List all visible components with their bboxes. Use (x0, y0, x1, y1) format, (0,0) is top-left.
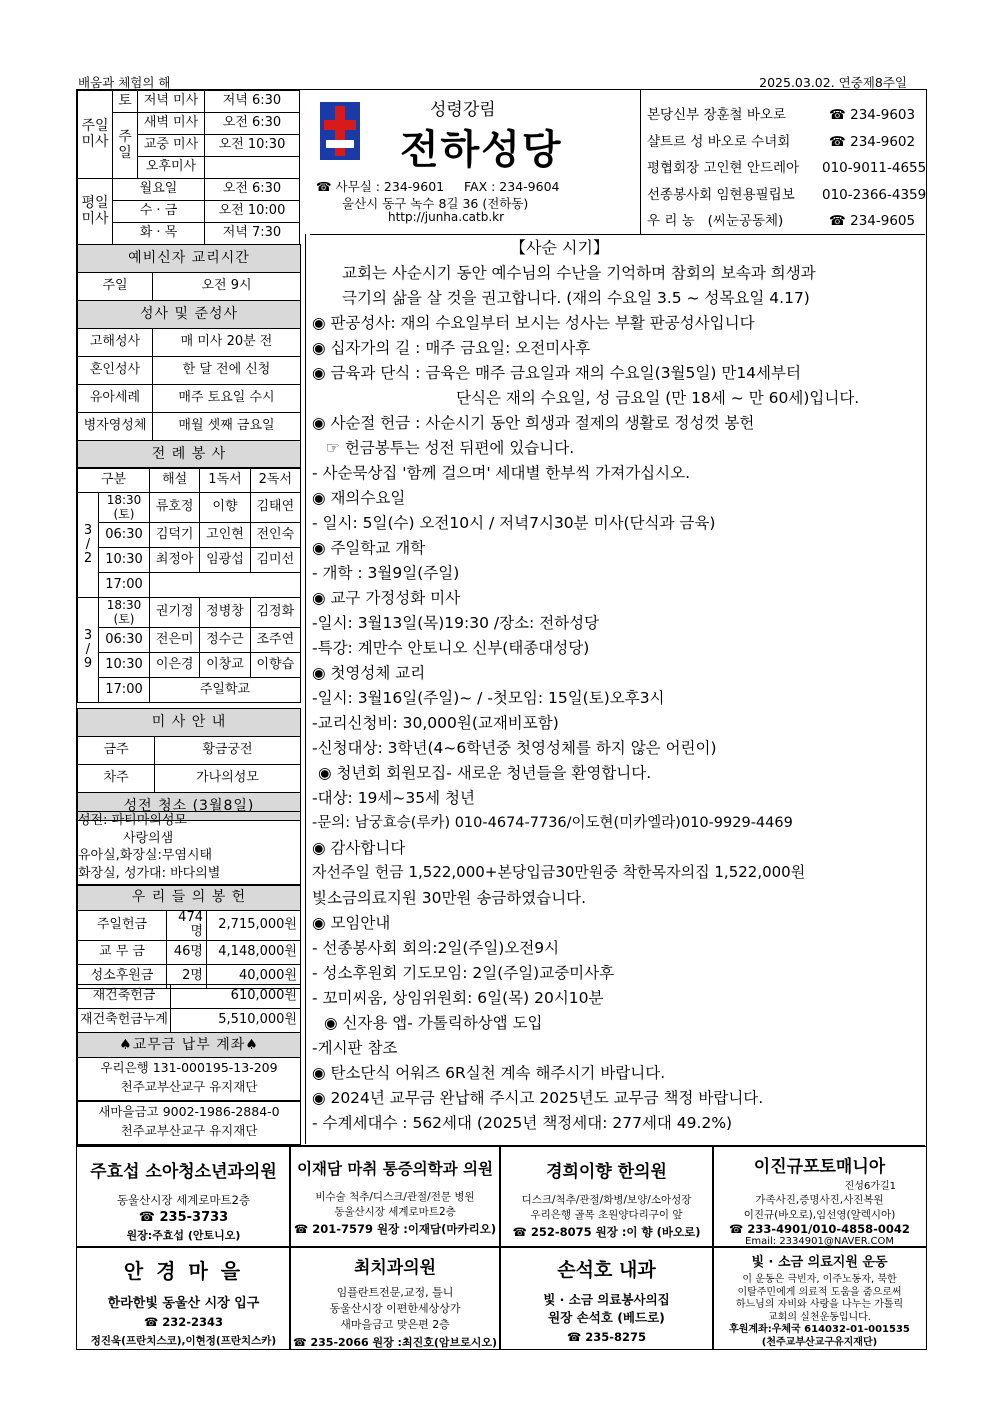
ad-line: 새마을금고 맞은편 2층 (340, 1318, 450, 1331)
offering-name: 주일헌금 (78, 911, 167, 941)
server: 김덕기 (150, 523, 200, 548)
liturgy-table (77, 467, 301, 703)
church-subtitle: 성령강림 (430, 100, 496, 120)
server: 이은경 (150, 653, 200, 678)
server: 김태연 (250, 493, 300, 523)
mass-time: 저녁 6:30 (205, 91, 300, 113)
mass-time: 오전 10:30 (205, 135, 300, 157)
notice-line: -신청대상: 3학년(4~6학년중 첫영성체를 하지 않은 어린이) (312, 739, 717, 757)
contact-row (647, 208, 926, 235)
notice-line: 단식은 재의 수요일, 성 금요일 (만 18세 ~ 만 60세)입니다. (456, 389, 860, 407)
ad-line: 동울산시장 세계로마트2층 (116, 1193, 251, 1207)
server (150, 573, 301, 598)
contacts-list (647, 102, 926, 235)
ad-line: 가족사진,증명사진,사진복원 (755, 1194, 884, 1206)
contact-name: 본당신부 장훈철 바오로 (647, 107, 786, 123)
notice-line: ◉ 신자용 앱- 가톨릭하상앱 도입 (324, 1014, 543, 1032)
rebuild-table (77, 984, 301, 1033)
notice-line: 극기의 삶을 살 것을 권고합니다. (재의 수요일 3.5 ~ 성목요일 4.17) (342, 289, 810, 307)
account-box (77, 1057, 301, 1101)
notice-line: ◉ 판공성사: 재의 수요일부터 보시는 성사는 부활 판공성사입니다 (312, 314, 755, 332)
ad-title: 안 경 마 을 (123, 1259, 244, 1283)
server: 김미선 (250, 548, 300, 573)
weekday-mass-label: 평일 미사 (78, 179, 113, 245)
offering-count: 46명 (167, 940, 207, 964)
slot-time: 06:30 (99, 628, 150, 653)
notice-line: ◉ 교구 가정성화 미사 (312, 589, 461, 607)
liturgy-title: 전 례 봉 사 (78, 441, 301, 469)
server: 김정화 (250, 598, 300, 628)
guide-key: 금주 (78, 737, 155, 765)
server: 주일학교 (150, 678, 301, 703)
column-divider (305, 234, 306, 1144)
catechumen-label: 주일 (78, 273, 153, 301)
col-header: 1독서 (200, 468, 250, 493)
notice-line: 자선주일 헌금 1,522,000+본당입금30만원중 착한목자의집 1,522,000원 (312, 863, 806, 881)
ad-line: 우리은행 골목 초원양다리구이 앞 (530, 1209, 683, 1221)
mass-name: 저녁 미사 (138, 91, 205, 113)
server: 임광섭 (200, 548, 250, 573)
offering-amount: 40,000원 (207, 964, 301, 988)
server: 정병창 (200, 598, 250, 628)
col-header: 2독서 (250, 468, 300, 493)
notice-line: -일시: 3월13일(목)19:30 /장소: 전하성당 (312, 614, 600, 632)
sacrament-name: 혼인성사 (78, 357, 153, 385)
server: 조주연 (250, 628, 300, 653)
week-date: 3 / 9 (78, 598, 99, 703)
notice-line: - 개학 : 3월9일(주일) (312, 564, 460, 582)
ad-title: 경희이향 한의원 (546, 1162, 667, 1182)
ad-line: 디스크/척추/관절/화병/보양/소아성장 (521, 1194, 692, 1206)
notice-line: 교회는 사순시기 동안 예수님의 수난을 기억하며 참회의 보속과 희생과 (342, 264, 816, 282)
church-office: ☎ 사무실 : 234-9601 FAX : 234-9604 (316, 179, 560, 194)
catechumen-value: 오전 9시 (153, 273, 301, 301)
ad-box (289, 1246, 501, 1350)
notice-line: ☞ 헌금봉투는 성전 뒤편에 있습니다. (326, 439, 575, 457)
notice-line: ◉ 첫영성체 교리 (312, 664, 426, 682)
server: 전인숙 (250, 523, 300, 548)
contact-name: 평협회장 고인현 안드레아 (647, 160, 800, 176)
notice-line: ◉ 감사합니다 (312, 839, 406, 857)
catechumen-title: 예비신자 교리시간 (78, 245, 301, 273)
ad-line: 이진규(바오로),임선영(알렉시아) (743, 1209, 896, 1221)
notice-line: ◉ 금육과 단식 : 금육은 매주 금요일과 재의 수요일(3월5일) 만14세부터 (312, 364, 801, 382)
church-url[interactable]: http://junha.catb.kr (388, 210, 505, 224)
ad-box (499, 1246, 714, 1350)
server: 최정아 (150, 548, 200, 573)
sacrament-value: 매 미사 20분 전 (153, 329, 301, 357)
sunday-mass-label: 주일 미사 (78, 91, 113, 179)
notice-line: ◉ 2024년 교무금 완납해 주시고 2025년도 교무금 책정 바랍니다. (312, 1089, 764, 1107)
rebuild-amount: 5,510,000원 (171, 1009, 301, 1033)
offering-name: 성소후원금 (78, 964, 167, 988)
cleaning-line: 화장실, 성가대: 바다의별 (78, 865, 221, 881)
rebuild-name: 재건축헌금누계 (78, 1009, 171, 1033)
ad-line: 동울산시장 이편한세상상가 (329, 1302, 461, 1315)
mass-name: 오후미사 (138, 157, 205, 179)
contact-row (647, 155, 926, 182)
week-date: 3 / 2 (78, 493, 99, 598)
offering-name: 교 무 금 (78, 940, 167, 964)
ad-line: ☎ 235-2066 원장 :최진호(암브로시오) (292, 1336, 498, 1349)
sacrament-value: 매주 토요일 수시 (153, 385, 301, 413)
ad-line: ☎ 201-7579 원장 :이재담(마카리오) (293, 1222, 497, 1236)
church-name: 전하성당 (400, 126, 563, 173)
ad-box (76, 1246, 291, 1350)
slot-time: 06:30 (99, 523, 150, 548)
server: 전은미 (150, 628, 200, 653)
ad-line: 후원계좌:우체국 614032-01-001535 (729, 1324, 910, 1335)
ad-box (499, 1146, 714, 1248)
sunday-label: 주 일 (113, 113, 138, 179)
ad-box (289, 1146, 501, 1248)
account-holder: 천주교부산교구 유지재단 (120, 1079, 258, 1094)
header-right: 2025.03.02. 연중제8주일 (759, 75, 907, 90)
notice-line: ◉ 청년회 회원모집- 새로운 청년들을 환영합니다. (318, 764, 652, 782)
ad-box (712, 1146, 927, 1248)
slot-time: 17:00 (99, 678, 150, 703)
weekday-time: 오전 10:00 (205, 201, 300, 223)
mass-time: 오전 6:30 (205, 113, 300, 135)
offering-table (77, 885, 301, 989)
ad-line: Email: 2334901@NAVER.COM (745, 1236, 894, 1247)
offering-count: 474명 (167, 911, 207, 941)
notice-line: ◉ 탄소단식 어워즈 6R실천 계속 해주시기 바랍니다. (312, 1064, 666, 1082)
ad-box (712, 1246, 927, 1350)
ad-line: 원장:주효섭 (안토니오) (126, 1229, 241, 1242)
contact-row (647, 129, 926, 156)
ad-line: 동울산시장 세계로마트2층 (334, 1206, 456, 1218)
contact-phone: ☎ 234-9602 (829, 133, 916, 150)
guide-value: 황금궁전 (155, 737, 301, 765)
offering-count: 2명 (167, 964, 207, 988)
contact-name: 우 리 농 (씨눈공동체) (647, 213, 784, 229)
notice-line: -게시판 참조 (312, 1039, 398, 1057)
slot-time: 10:30 (99, 548, 150, 573)
contact-phone: 010-2366-4359 (822, 186, 927, 203)
rebuild-name: 재건축헌금 (78, 985, 171, 1009)
offering-amount: 4,148,000원 (207, 940, 301, 964)
contact-row (647, 102, 926, 129)
sat-label: 토 (113, 91, 138, 113)
guide-key: 차주 (78, 765, 155, 793)
notice-line: -문의: 남궁효승(루카) 010-4674-7736/이도현(미카엘라)010-9929-4469 (312, 815, 793, 831)
cleaning-box (77, 811, 301, 885)
ad-title: 이진규포토매니아 (753, 1157, 886, 1177)
ad-line: 한라한빛 동울산 시장 입구 (107, 1296, 260, 1311)
guide-value: 가나의성모 (155, 765, 301, 793)
ad-line: 교회의 실천운동입니다. (768, 1311, 871, 1323)
offering-amount: 2,715,000원 (207, 911, 301, 941)
ad-box (76, 1146, 291, 1248)
ad-line: 빛 · 소금 의료봉사의집 (543, 1292, 670, 1307)
col-header: 해설 (150, 468, 200, 493)
notice-line: -특강: 계만수 안토니오 신부(태종대성당) (312, 639, 590, 657)
weekday-time: 저녁 7:30 (205, 223, 300, 245)
notice-line: -일시: 3월16일(주일)~ / -첫모임: 15일(토)오후3시 (312, 689, 665, 707)
slot-time: 10:30 (99, 653, 150, 678)
notice-line: ◉ 모임안내 (312, 914, 391, 932)
contact-name: 선종봉사회 임현용필립보 (647, 186, 795, 203)
cleaning-line: 유아실,화장실:무염시태 (78, 848, 213, 863)
slot-time: 17:00 (99, 573, 150, 598)
notice-line: 빛소금의료지원 30만원 송금하였습니다. (312, 889, 587, 907)
account-box (77, 1101, 301, 1145)
notice-line: - 일시: 5일(수) 오전10시 / 저녁7시30분 미사(단식과 금육) (312, 514, 716, 532)
ad-line: 이 운동은 극빈자, 이주노동자, 북한 (742, 1274, 897, 1285)
server: 권기정 (150, 598, 200, 628)
mass-schedule (77, 90, 300, 245)
sacrament-name: 유아세례 (78, 385, 153, 413)
ad-title: 이재담 마취 통증의학과 의원 (297, 1160, 493, 1178)
church-address: 울산시 동구 녹수 8길 36 (전하동) (342, 196, 529, 211)
notice-line: ◉ 주일학교 개학 (312, 539, 426, 557)
church-logo-icon (318, 100, 362, 162)
weekday-day: 월요일 (113, 179, 205, 201)
server: 이창교 (200, 653, 250, 678)
server: 고인현 (200, 523, 250, 548)
server: 정수근 (200, 628, 250, 653)
ad-line: 비수술 척추/디스크/관절/전문 병원 (315, 1191, 475, 1203)
account-title: ♠교무금 납부 계좌♠ (77, 1032, 301, 1058)
notice-line: - 선종봉사회 회의:2일(주일)오전9시 (312, 939, 560, 957)
contact-phone: ☎ 234-9603 (829, 107, 916, 123)
ad-line: 임플란트전문,교정, 틀니 (336, 1286, 454, 1299)
ad-line: (천주교부산교구유지재단) (761, 1336, 878, 1348)
account-holder: 천주교부산교구 유지재단 (120, 1123, 258, 1138)
notice-line: - 꼬미씨움, 상임위원회: 6일(목) 20시10분 (312, 989, 604, 1007)
mass-name: 새벽 미사 (138, 113, 205, 135)
notice-line: ◉ 십자가의 길 : 매주 금요일: 오전미사후 (312, 339, 591, 357)
server: 이향 (200, 493, 250, 523)
server: 류호정 (150, 493, 200, 523)
account-number: 새마을금고 9002-1986-2884-0 (98, 1104, 280, 1119)
weekday-day: 화 · 목 (113, 223, 205, 245)
rebuild-amount: 610,000원 (171, 985, 301, 1009)
slot-time: 18:30 (토) (99, 493, 150, 523)
notice-line: - 사순묵상집 '함께 걸으며' 세대별 한부씩 가져가십시오. (312, 464, 691, 482)
col-header: 구분 (78, 468, 150, 493)
left-info-table (77, 244, 301, 469)
cleaning-line: 성전: 파티마의성모 (78, 813, 187, 828)
mass-time (205, 157, 300, 179)
notice-line: - 수계세대수 : 562세대 (2025년 책정세대: 277세대 49.2%) (312, 1114, 733, 1132)
account-number: 우리은행 131-000195-13-209 (100, 1060, 278, 1075)
mass-guide-title: 미 사 안 내 (78, 709, 301, 737)
ad-line: 진성6가길1 (844, 1181, 896, 1192)
sacrament-value: 매월 셋째 금요일 (153, 413, 301, 441)
weekday-time: 오전 6:30 (205, 179, 300, 201)
sacraments-title: 성사 및 준성사 (78, 301, 301, 329)
ad-line: 이탈주민에게 의료적 도움을 줌으로써 (737, 1286, 902, 1298)
ad-line: ☎ 233-4901/010-4858-0042 (729, 1222, 910, 1236)
divider (310, 234, 925, 235)
ad-title: 손석호 내과 (557, 1259, 656, 1281)
server: 이향습 (250, 653, 300, 678)
notice-line: ◉ 사순절 헌금 : 사순시기 동안 희생과 절제의 생활로 정성껏 봉헌 (312, 414, 755, 432)
guide-table (77, 708, 301, 821)
sacrament-name: 병자영성체 (78, 413, 153, 441)
notice-title: 【사순 시기】 (510, 238, 609, 257)
ad-line: 원장 손석호 (베드로) (548, 1310, 665, 1325)
notice-line: -교리신청비: 30,000원(교재비포함) (312, 714, 559, 732)
sacrament-name: 고해성사 (78, 329, 153, 357)
contact-name: 샬트르 성 바오로 수녀회 (647, 133, 791, 150)
notice-line: ◉ 재의수요일 (312, 489, 406, 507)
mass-name: 교중 미사 (138, 135, 205, 157)
contact-phone: ☎ 234-9605 (829, 213, 916, 229)
ad-title: 빛 · 소금 의료지원 운동 (751, 1255, 888, 1270)
contact-row (647, 182, 926, 209)
ad-line: 하느님의 자비와 사랑을 나누는 가톨릭 (735, 1299, 904, 1310)
cleaning-title: 성전 청소 (3월8일) (78, 793, 301, 821)
contact-phone: 010-9011-4655 (822, 160, 927, 176)
slot-time: 18:30 (토) (99, 598, 150, 628)
ad-title: 최치과의원 (353, 1258, 437, 1278)
cleaning-line: 사랑의샘 (123, 830, 174, 846)
offering-title: 우 리 들 의 봉 헌 (78, 886, 301, 911)
ad-line: ☎ 232-2343 (143, 1315, 224, 1329)
ad-line: ☎ 235-8275 (566, 1330, 647, 1344)
weekday-day: 수 · 금 (113, 201, 205, 223)
sacrament-value: 한 달 전에 신청 (153, 357, 301, 385)
ad-line: ☎ 235-3733 (138, 1210, 229, 1225)
ad-line: ☎ 252-8075 원장 :이 향 (바오로) (512, 1225, 701, 1239)
ad-title: 주효섭 소아청소년과의원 (90, 1162, 277, 1182)
notice-line: -대상: 19세~35세 청년 (312, 789, 475, 807)
notice-line: - 성소후원회 기도모임: 2일(주일)교중미사후 (312, 964, 615, 982)
header-left: 배움과 체험의 해 (78, 75, 171, 90)
ad-line: 정진욱(프란치스코),이현정(프란치스카) (90, 1335, 277, 1347)
